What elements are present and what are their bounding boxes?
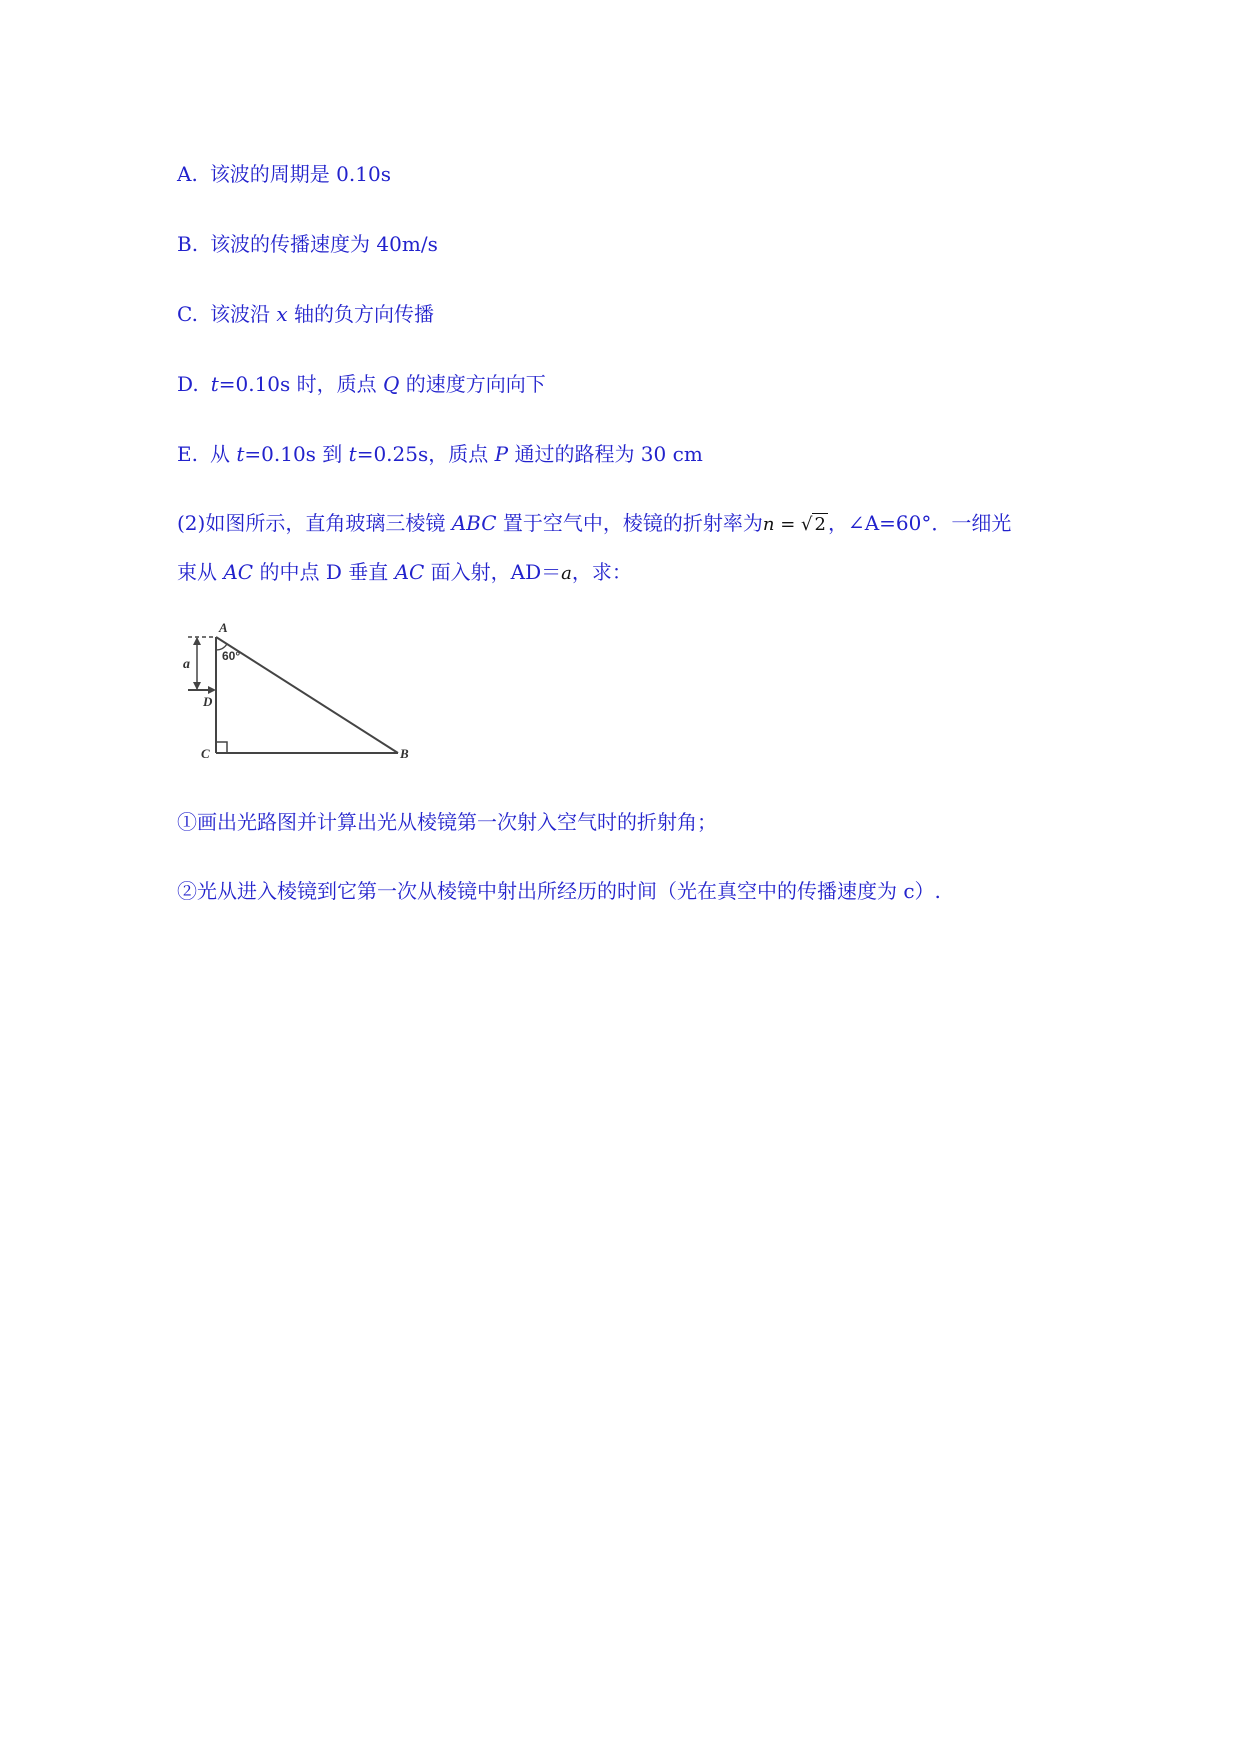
option-text-post: 轴的负方向传播 <box>287 302 434 326</box>
option-text-mid: =0.10s 时，质点 <box>218 372 384 396</box>
option-letter: D. <box>177 372 199 396</box>
incident-arrow <box>208 686 216 694</box>
variable-t: t <box>236 442 245 466</box>
q2-text-mid: 面入射，AD＝ <box>424 560 562 584</box>
option-text-post: 通过的路程为 30 cm <box>508 442 703 466</box>
variable-t: t <box>210 372 219 396</box>
option-letter: E. <box>177 442 198 466</box>
option-text-pre: 从 <box>209 442 237 466</box>
label-a-vertex: A <box>219 620 228 635</box>
option-a <box>177 160 391 188</box>
option-e <box>177 440 703 468</box>
option-text-mid: =0.25s，质点 <box>356 442 495 466</box>
label-b: B <box>400 746 409 761</box>
hypotenuse-ab-line <box>216 637 398 753</box>
q2-text-mid: 置于空气中，棱镜的折射率为 <box>496 511 763 535</box>
prism-diagram <box>170 620 430 770</box>
option-b <box>177 230 438 258</box>
side-ac: AC <box>223 560 254 584</box>
variable-t: t <box>348 442 357 466</box>
option-letter: A. <box>177 162 198 186</box>
refractive-index-formula: n = √ 2 <box>762 514 826 535</box>
option-c <box>177 300 434 328</box>
label-a-length: a <box>183 657 190 672</box>
option-text-mid: =0.10s 到 <box>244 442 349 466</box>
question2-line1 <box>177 509 1011 539</box>
option-d <box>177 370 546 398</box>
option-text-pre: 该波沿 <box>209 302 277 326</box>
dimension-arrow-bottom <box>193 682 201 690</box>
q2-text-pre: (2)如图所示，直角玻璃三棱镜 <box>177 511 452 535</box>
q2-text-pre: 束从 <box>177 560 224 584</box>
label-angle: 60° <box>222 649 241 663</box>
a-variable: a <box>561 563 572 584</box>
triangle-abc: ABC <box>451 511 497 535</box>
q2-text-post: ，∠A=60°．一细光 <box>827 511 1012 535</box>
subquestion-2: ②光从进入棱镜到它第一次从棱镜中射出所经历的时间（光在真空中的传播速度为 c）. <box>177 879 941 903</box>
question2-line2 <box>177 558 632 588</box>
option-text: 该波的传播速度为 40m/s <box>210 232 438 256</box>
equals-sign: = <box>774 514 801 535</box>
right-angle-marker <box>216 742 227 753</box>
subquestion-1: ①画出光路图并计算出光从棱镜第一次射入空气时的折射角； <box>177 810 717 834</box>
option-text: 该波的周期是 0.10s <box>209 162 391 186</box>
sqrt-value: 2 <box>814 514 826 535</box>
option-letter: B. <box>177 232 199 256</box>
prism-figure <box>170 620 430 770</box>
side-ac: AC <box>394 560 425 584</box>
q2-text-mid: 的中点 D 垂直 <box>253 560 395 584</box>
option-letter: C. <box>177 302 198 326</box>
label-d: D <box>203 694 213 709</box>
option-text-post: 的速度方向向下 <box>399 372 546 396</box>
variable-x: x <box>276 302 288 326</box>
variable-q: Q <box>383 372 400 396</box>
dimension-arrow-top <box>193 637 201 645</box>
n-variable: n <box>762 514 775 535</box>
q2-text-post: ，求： <box>571 560 632 584</box>
variable-p: P <box>494 442 509 466</box>
label-c: C <box>201 746 210 761</box>
